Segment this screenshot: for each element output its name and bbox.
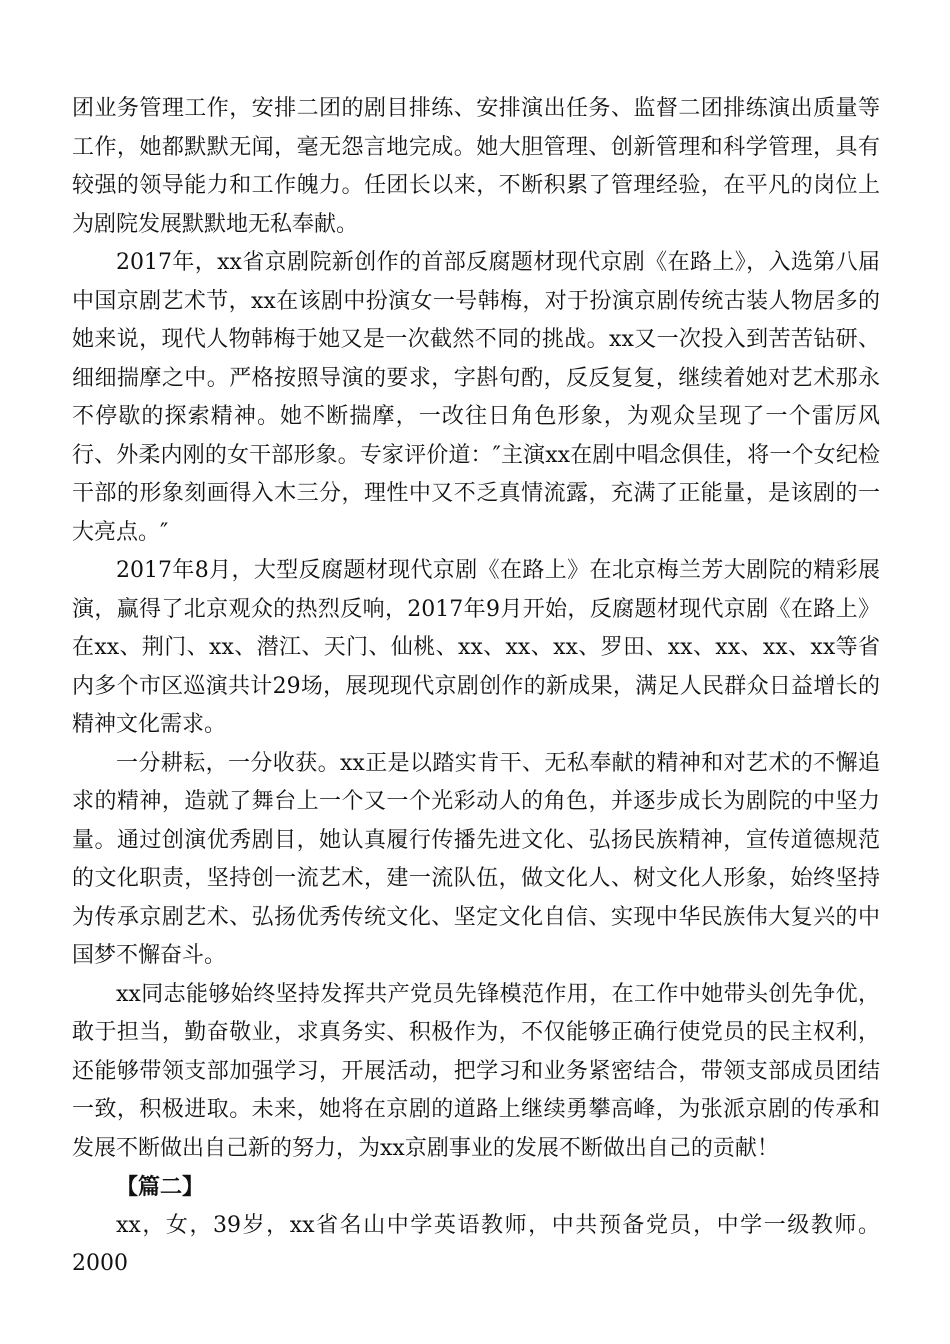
section-heading: 【篇二】	[116, 1174, 205, 1200]
document-page	[72, 90, 880, 1284]
paragraph-2017-play: 2017年，xx省京剧院新创作的首部反腐题材现代京剧《在路上》，入选第八届中国京剧艺术节，xx在该剧中扮演女一号韩梅，对于扮演京剧传统古装人物居多的她来说，现代人物韩梅于她又是一次截然不同的挑战。xx又一次投入到苦苦钻研、细细揣摩之中。严格按照导演的要求，字斟句酌，反反复复，继续着她对艺术那永不停歇的探索精神。她不断揣摩，一改往日角色形象，为观众呈现了一个雷厉风行、外柔内刚的女干部形象。专家评价道：″主演xx在剧中唱念俱佳，将一个女纪检干部的形象刻画得入木三分，理性中又不乏真情流露，充满了正能量，是该剧的一大亮点。″	[72, 250, 880, 545]
paragraph-continuation: 团业务管理工作，安排二团的剧目排练、安排演出任务、监督二团排练演出质量等工作，她都默默无闻，毫无怨言地完成。她大胆管理、创新管理和科学管理，具有较强的领导能力和工作魄力。任团长以来，不断积累了管理经验，在平凡的岗位上为剧院发展默默地无私奉献。	[72, 96, 880, 237]
paragraph-harvest: 一分耕耘，一分收获。xx正是以踏实肯干、无私奉献的精神和对艺术的不懈追求的精神，造就了舞台上一个又一个光彩动人的角色，并逐步成长为剧院的中坚力量。通过创演优秀剧目，她认真履行传播先进文化、弘扬民族精神，宣传道德规范的文化职责，坚持创一流艺术，建一流队伍，做文化人、树文化人形象，始终坚持为传承京剧艺术、弘扬优秀传统文化、坚定文化自信、实现中华民族伟大复兴的中国梦不懈奋斗。	[72, 750, 880, 968]
paragraph-party-member: xx同志能够始终坚持发挥共产党员先锋模范作用，在工作中她带头创先争优，敢于担当，勤奋敬业，求真务实、积极作为，不仅能够正确行使党员的民主权利，还能够带领支部加强学习，开展活动，把学习和业务紧密结合，带领支部成员团结一致，积极进取。未来，她将在京剧的道路上继续勇攀高峰，为张派京剧的传承和发展不断做出自己新的努力，为xx京剧事业的发展不断做出自己的贡献！	[72, 981, 880, 1161]
paragraph-2017-tour: 2017年8月，大型反腐题材现代京剧《在路上》在北京梅兰芳大剧院的精彩展演，赢得了北京观众的热烈反响，2017年9月开始，反腐题材现代京剧《在路上》在xx、荆门、xx、潜江、天门、仙桃、xx、xx、xx、罗田、xx、xx、xx、xx等省内多个市区巡演共计29场，展现现代京剧创作的新成果，满足人民群众日益增长的精神文化需求。	[72, 558, 880, 737]
paragraph-teacher-intro: xx，女，39岁，xx省名山中学英语教师，中共预备党员，中学一级教师。2000	[72, 1212, 880, 1276]
